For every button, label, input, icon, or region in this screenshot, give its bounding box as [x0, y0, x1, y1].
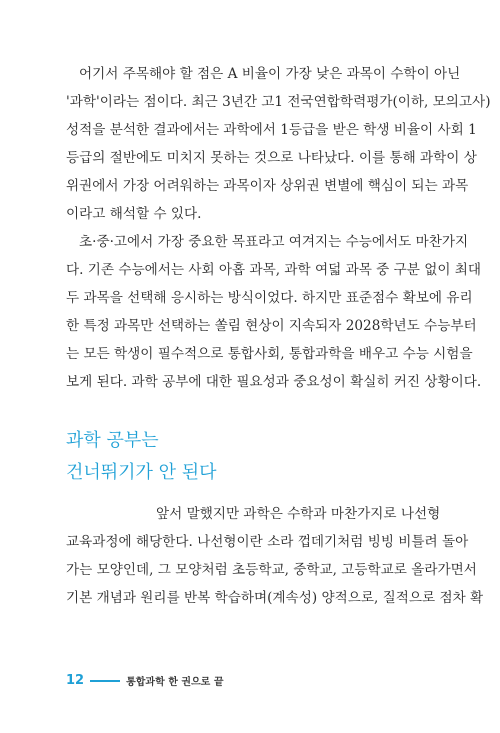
book-title: 통합과학 한 권으로 끝 [126, 677, 224, 688]
section-heading-line-2: 건너뛰기가 안 된다 [66, 462, 217, 483]
text-line: 가는 모양인데, 그 모양처럼 초등학교, 중학교, 고등학교로 올라가면서 [66, 562, 477, 578]
page-footer [66, 673, 223, 688]
text-line: 등급의 절반에도 미치지 못하는 것으로 나타났다. 이를 통해 과학이 상 [66, 150, 477, 166]
text-line: 이라고 해석할 수 있다. [66, 206, 202, 222]
text-line: 는 모든 학생이 필수적으로 통합사회, 통합과학을 배우고 수능 시험을 [66, 346, 473, 362]
paragraph-3 [66, 500, 484, 612]
text-line: 한 특정 과목만 선택하는 쏠림 현상이 지속되자 2028학년도 수능부터 [66, 318, 477, 334]
text-line: 위권에서 가장 어려워하는 과목이자 상위권 변별에 핵심이 되는 과목 [66, 178, 469, 194]
page-number: 12 [66, 673, 85, 688]
text-line: 어기서 주목해야 할 점은 A 비율이 가장 낮은 과목이 수학이 아닌 [79, 66, 461, 82]
text-line: '과학'이라는 점이다. 최근 3년간 고1 전국연합학력평가(이하, 모의고사) [66, 94, 491, 110]
text-line: 보게 된다. 과학 공부에 대한 필요성과 중요성이 확실히 커진 상황이다. [66, 374, 482, 390]
text-line: 교육과정에 해당한다. 나선형이란 소라 껍데기처럼 빙빙 비틀려 돌아 [66, 534, 469, 550]
text-line: 초·중·고에서 가장 중요한 목표라고 여겨지는 수능에서도 마찬가지 [79, 234, 469, 250]
text-line: 두 과목을 선택해 응시하는 방식이었다. 하지만 표준점수 확보에 유리 [66, 290, 473, 306]
footer-rule [90, 680, 120, 682]
text-line: 기본 개념과 원리를 반복 학습하며(계속성) 양적으로, 질적으로 점차 확 [66, 590, 484, 606]
text-line: 성적을 분석한 결과에서는 과학에서 1등급을 받은 학생 비율이 사회 1 [66, 122, 477, 138]
paragraph-2 [66, 228, 482, 396]
section-heading [66, 425, 217, 489]
section-heading-line-1: 과학 공부는 [66, 430, 159, 451]
text-line: 다. 기존 수능에서는 사회 아홉 과목, 과학 여덟 과목 중 구분 없이 최대 [66, 262, 482, 278]
paragraph-1 [66, 60, 491, 228]
text-line: 앞서 말했지만 과학은 수학과 마찬가지로 나선형 [156, 506, 441, 522]
